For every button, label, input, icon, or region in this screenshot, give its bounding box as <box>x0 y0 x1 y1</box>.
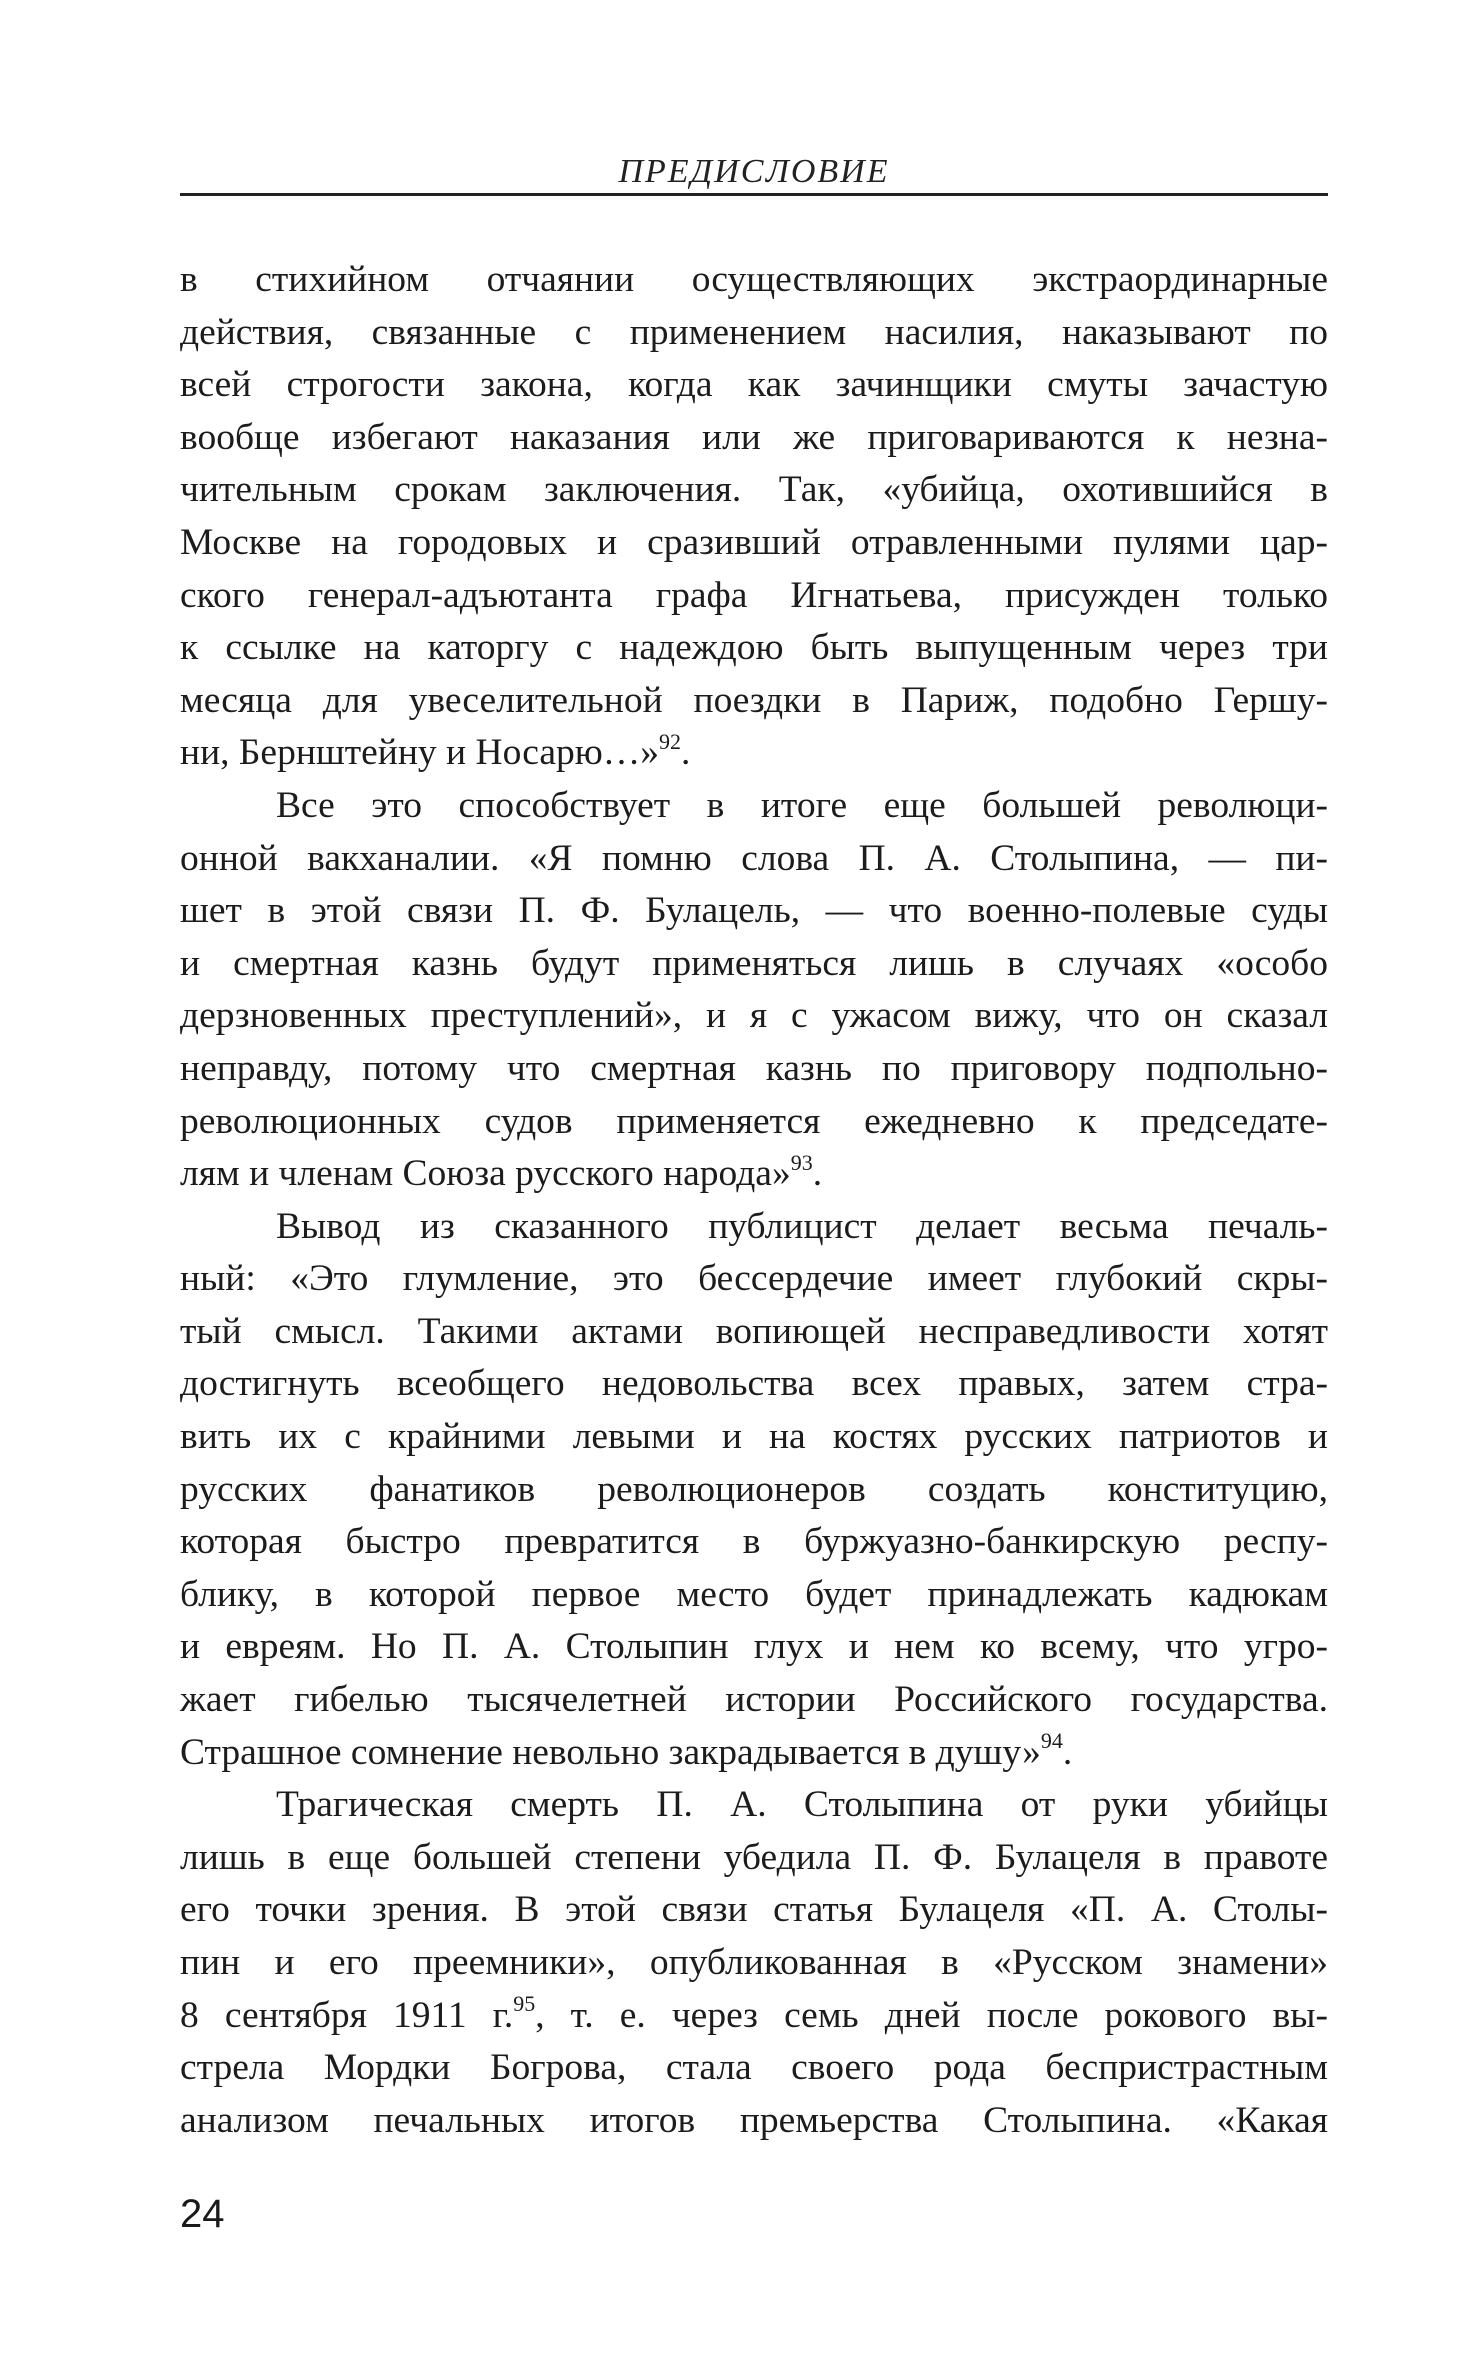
running-head: ПРЕДИСЛОВИЕ <box>618 153 890 190</box>
footnote-ref[interactable]: 92 <box>659 728 682 754</box>
text-line: Вывод из сказанного публицист делает весьма печаль- <box>276 1205 1328 1247</box>
footnote-ref[interactable]: 94 <box>1040 1728 1063 1754</box>
text-line: чительным срокам заключения. Так, «убийца, охотившийся в <box>180 469 1328 511</box>
text-line: лишь в еще большей степени убедила П. Ф. Булацеля в правоте <box>180 1836 1328 1878</box>
line-text: Страшное сомнение невольно закрадывается в душу» <box>180 1731 1041 1773</box>
text-line: его точки зрения. В этой связи статья Булацеля «П. А. Столы- <box>180 1889 1328 1931</box>
text-line: русских фанатиков революционеров создать конституцию, <box>180 1468 1328 1510</box>
body-text <box>180 254 1328 2147</box>
text-line: ный: «Это глумление, это бессердечие имеет глубокий скры- <box>180 1258 1328 1300</box>
header-rule <box>180 193 1328 196</box>
text-line: вообще избегают наказания или же приговариваются к незна- <box>180 416 1328 458</box>
text-line <box>180 727 1328 780</box>
text-line: и смертная казнь будут применяться лишь в случаях «особо <box>180 942 1328 984</box>
text-line: к ссылке на каторгу с надеждою быть выпущенным через три <box>180 627 1328 669</box>
line-tail: . <box>812 1153 823 1195</box>
line-text: ни, Бернштейну и Носарю…» <box>180 732 660 774</box>
footnote-ref[interactable]: 93 <box>790 1149 813 1175</box>
text-line <box>180 1727 1328 1780</box>
text-line: вить их с крайними левыми и на костях русских патриотов и <box>180 1416 1328 1458</box>
text-line: шет в этой связи П. Ф. Булацель, — что военно-полевые суды <box>180 890 1328 932</box>
text-line: тый смысл. Такими актами вопиющей несправедливости хотят <box>180 1310 1328 1352</box>
text-line <box>180 1148 1328 1201</box>
text-line <box>180 1990 1328 2043</box>
text-line: неправду, потому что смертная казнь по приговору подпольно- <box>180 1047 1328 1089</box>
text-line: и евреям. Но П. А. Столыпин глух и нем ко всему, что угро- <box>180 1626 1328 1668</box>
line-text: лям и членам Союза русского народа» <box>180 1153 791 1195</box>
text-line: стрела Мордки Богрова, стала своего рода беспристрастным <box>180 2047 1328 2089</box>
line-text: 8 сентября 1911 г. <box>180 1994 514 2036</box>
text-line: Трагическая смерть П. А. Столыпина от руки убийцы <box>276 1784 1328 1826</box>
text-line: пин и его преемники», опубликованная в «Русском знамени» <box>180 1942 1328 1983</box>
line-text: , т. е. через семь дней после рокового вы- <box>535 1994 1328 2036</box>
text-line: Все это способствует в итоге еще большей революци- <box>276 784 1328 826</box>
text-line: онной вакханалии. «Я помню слова П. А. Столыпина, — пи- <box>180 837 1328 879</box>
text-line: жает гибелью тысячелетней истории Российского государства. <box>180 1679 1328 1721</box>
text-line: достигнуть всеобщего недовольства всех правых, затем стра- <box>180 1363 1328 1405</box>
footnote-ref[interactable]: 95 <box>513 1991 536 2017</box>
text-line: анализом печальных итогов премьерства Столыпина. «Какая <box>180 2099 1328 2141</box>
text-line: Москве на городовых и сразивший отравленными пулями цар- <box>180 521 1328 563</box>
text-line: в стихийном отчаянии осуществляющих экстраординарные <box>180 259 1328 300</box>
line-tail: . <box>681 732 691 774</box>
page-number: 24 <box>180 2192 225 2236</box>
line-tail: . <box>1062 1731 1073 1773</box>
text-line: революционных судов применяется ежедневно к председате- <box>180 1100 1328 1142</box>
text-line: действия, связанные с применением насилия, наказывают по <box>180 311 1328 353</box>
text-line: месяца для увеселительной поездки в Париж, подобно Гершу- <box>180 679 1328 721</box>
text-line: ского генерал-адъютанта графа Игнатьева, присужден только <box>180 574 1328 616</box>
text-line: которая быстро превратится в буржуазно-банкирскую респу- <box>180 1521 1328 1563</box>
text-line: блику, в которой первое место будет принадлежать кадюкам <box>180 1573 1328 1615</box>
text-line: дерзновенных преступлений», и я с ужасом вижу, что он сказал <box>180 995 1328 1037</box>
text-line: всей строгости закона, когда как зачинщики смуты зачастую <box>180 364 1328 406</box>
